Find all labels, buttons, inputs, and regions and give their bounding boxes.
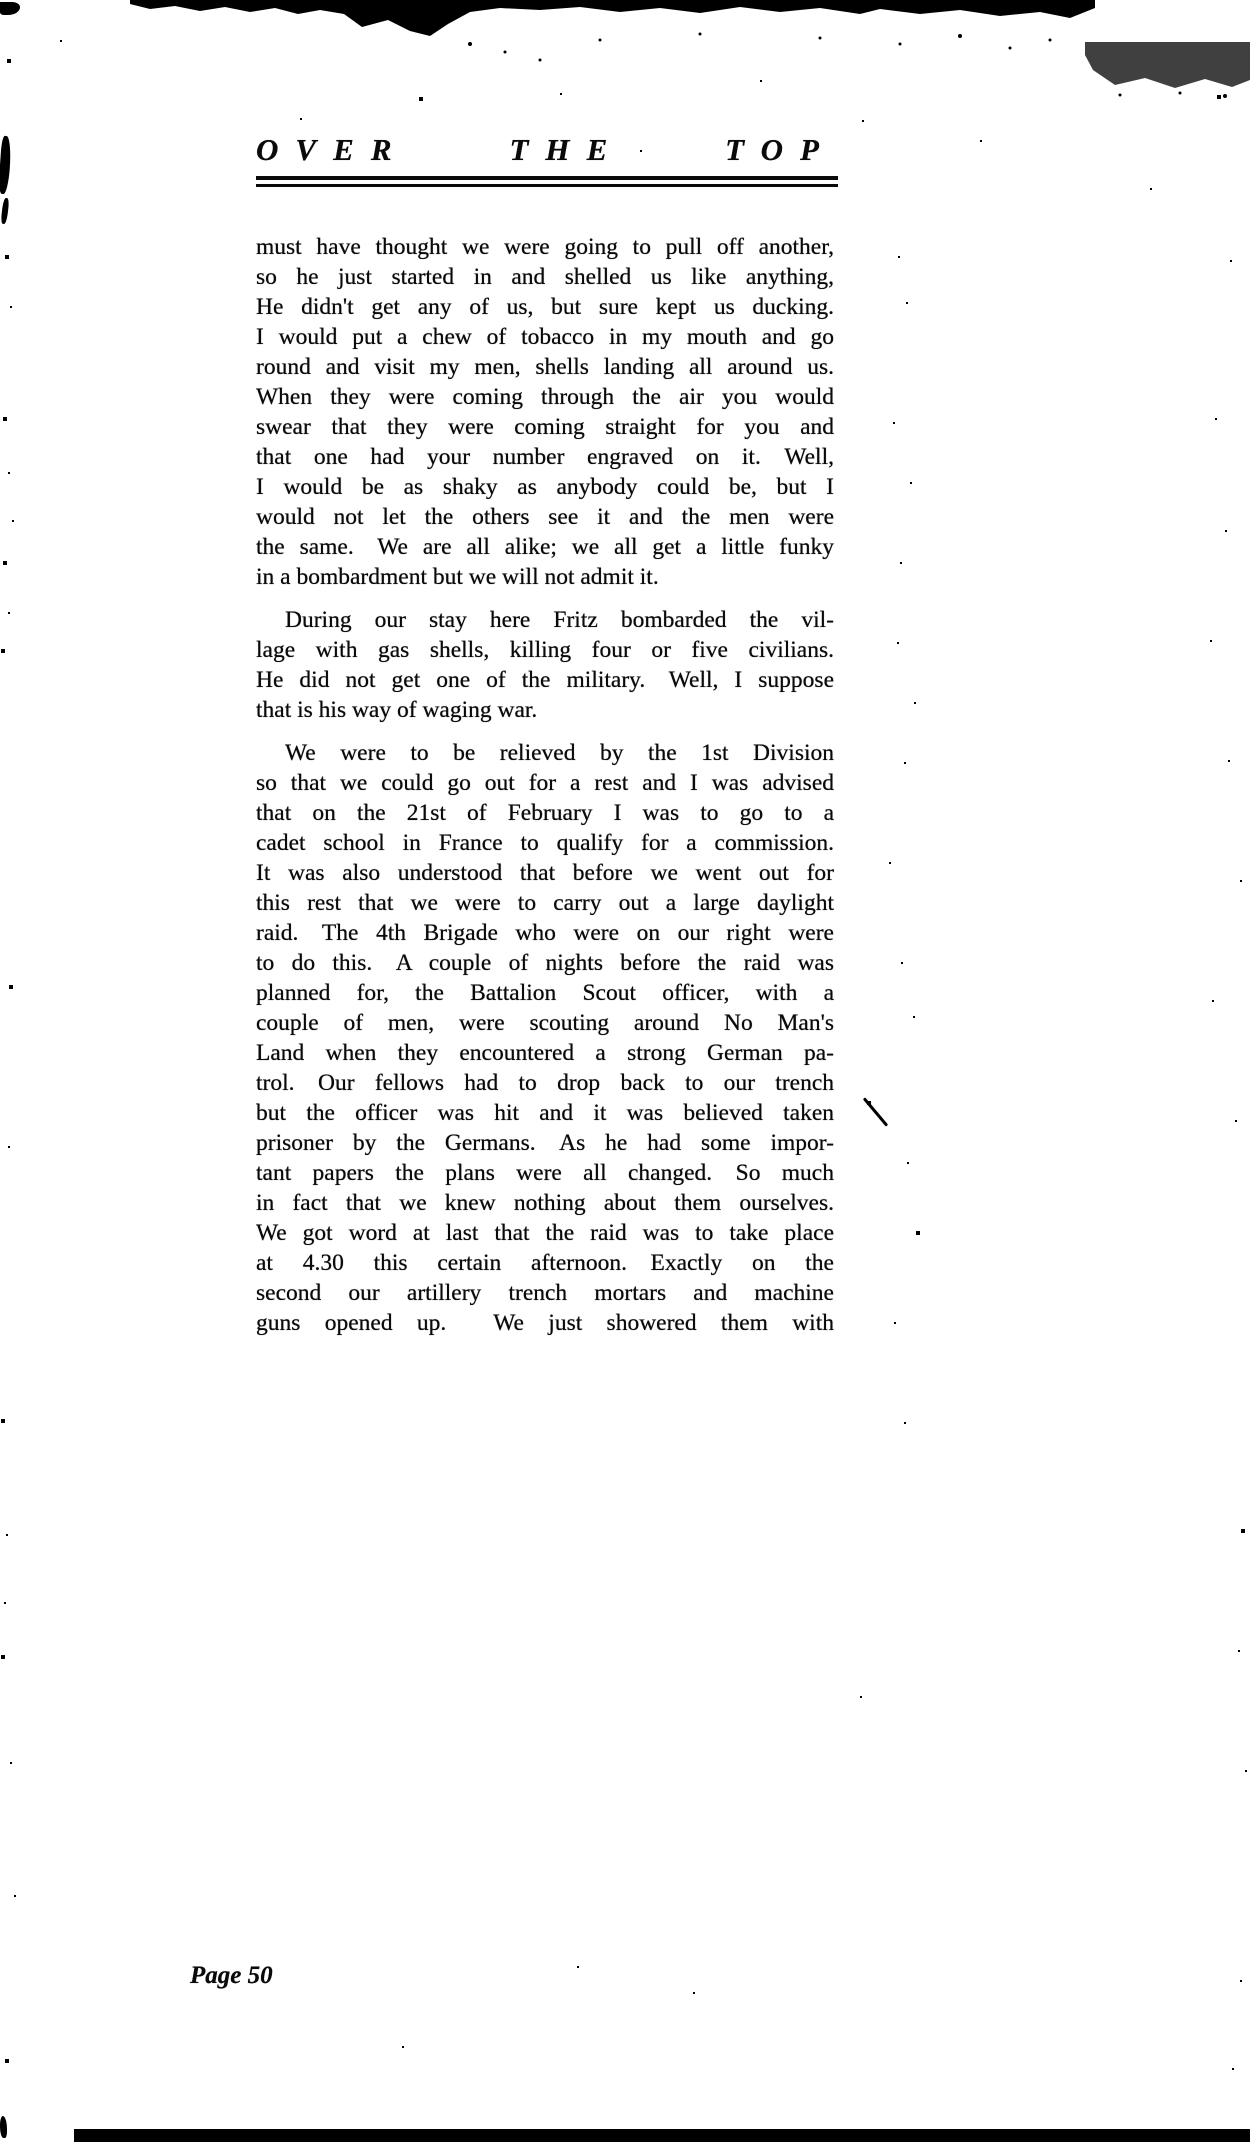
text-line: raid. The 4th Brigade who were on our right were — [256, 920, 834, 946]
text-line: lage with gas shells, killing four or five civilians. — [256, 637, 834, 663]
torn-paper-edge — [0, 0, 1250, 100]
page-text — [256, 232, 834, 1338]
paragraph — [256, 605, 834, 725]
text-line: but the officer was hit and it was believed taken — [256, 1100, 834, 1126]
text-line: cadet school in France to qualify for a commission. — [256, 830, 834, 856]
running-head-word: THE — [509, 132, 625, 167]
running-head-word: OVER — [256, 132, 409, 167]
text-line: so he just started in and shelled us like anything, — [256, 264, 834, 290]
scan-bar-bottom — [74, 2129, 1250, 2142]
ink-blot-left-margin — [0, 136, 12, 195]
text-line: so that we could go out for a rest and I was advised — [256, 770, 834, 796]
running-head — [256, 133, 836, 167]
text-line: guns opened up. We just showered them with — [256, 1310, 834, 1336]
text-line: this rest that we were to carry out a large daylight — [256, 890, 834, 916]
text-line: round and visit my men, shells landing all around us. — [256, 354, 834, 380]
text-line: It was also understood that before we went out for — [256, 860, 834, 886]
page-number: Page 50 — [190, 1962, 273, 1989]
scan-noise-specks — [0, 0, 2, 2]
text-line: trol. Our fellows had to drop back to our trench — [256, 1070, 834, 1096]
text-line: We were to be relieved by the 1st Division — [285, 740, 834, 766]
text-line: that is his way of waging war. — [256, 697, 538, 723]
text-line: He didn't get any of us, but sure kept us ducking. — [256, 294, 834, 320]
text-line: at 4.30 this certain afternoon. Exactly on the — [256, 1250, 834, 1276]
text-line: second our artillery trench mortars and machine — [256, 1280, 834, 1306]
text-line: must have thought we were going to pull off another, — [256, 234, 834, 260]
text-line: planned for, the Battalion Scout officer, with a — [256, 980, 834, 1006]
text-line: I would be as shaky as anybody could be, but I — [256, 474, 834, 500]
ink-blot-left-margin-small — [0, 198, 9, 225]
text-line: to do this. A couple of nights before the raid was — [256, 950, 834, 976]
text-line: I would put a chew of tobacco in my mouth and go — [256, 324, 834, 350]
paragraph — [256, 738, 834, 1338]
text-line: He did not get one of the military. Well, I suppose — [256, 667, 834, 693]
text-line: We got word at last that the raid was to take place — [256, 1220, 834, 1246]
text-line: When they were coming through the air you would — [256, 384, 834, 410]
text-line: Land when they encountered a strong German pa- — [256, 1040, 834, 1066]
text-line: swear that they were coming straight for you and — [256, 414, 834, 440]
header-double-rule — [256, 176, 838, 187]
text-line: in a bombardment but we will not admit it. — [256, 564, 659, 590]
pencil-slash-right-margin — [863, 1097, 888, 1127]
text-line: that on the 21st of February I was to go to a — [256, 800, 834, 826]
text-line: the same. We are all alike; we all get a little funky — [256, 534, 834, 560]
text-line: in fact that we knew nothing about them ourselves. — [256, 1190, 834, 1216]
paragraph — [256, 232, 834, 592]
text-line: During our stay here Fritz bombarded the vil- — [285, 607, 834, 633]
text-line: that one had your number engraved on it. Well, — [256, 444, 834, 470]
running-head-word: TOP — [725, 132, 836, 167]
text-line: couple of men, were scouting around No Man's — [256, 1010, 834, 1036]
text-line: prisoner by the Germans. As he had some impor- — [256, 1130, 834, 1156]
text-line: would not let the others see it and the men were — [256, 504, 834, 530]
ink-blot-bottom-left — [0, 2116, 7, 2138]
text-line: tant papers the plans were all changed. So much — [256, 1160, 834, 1186]
